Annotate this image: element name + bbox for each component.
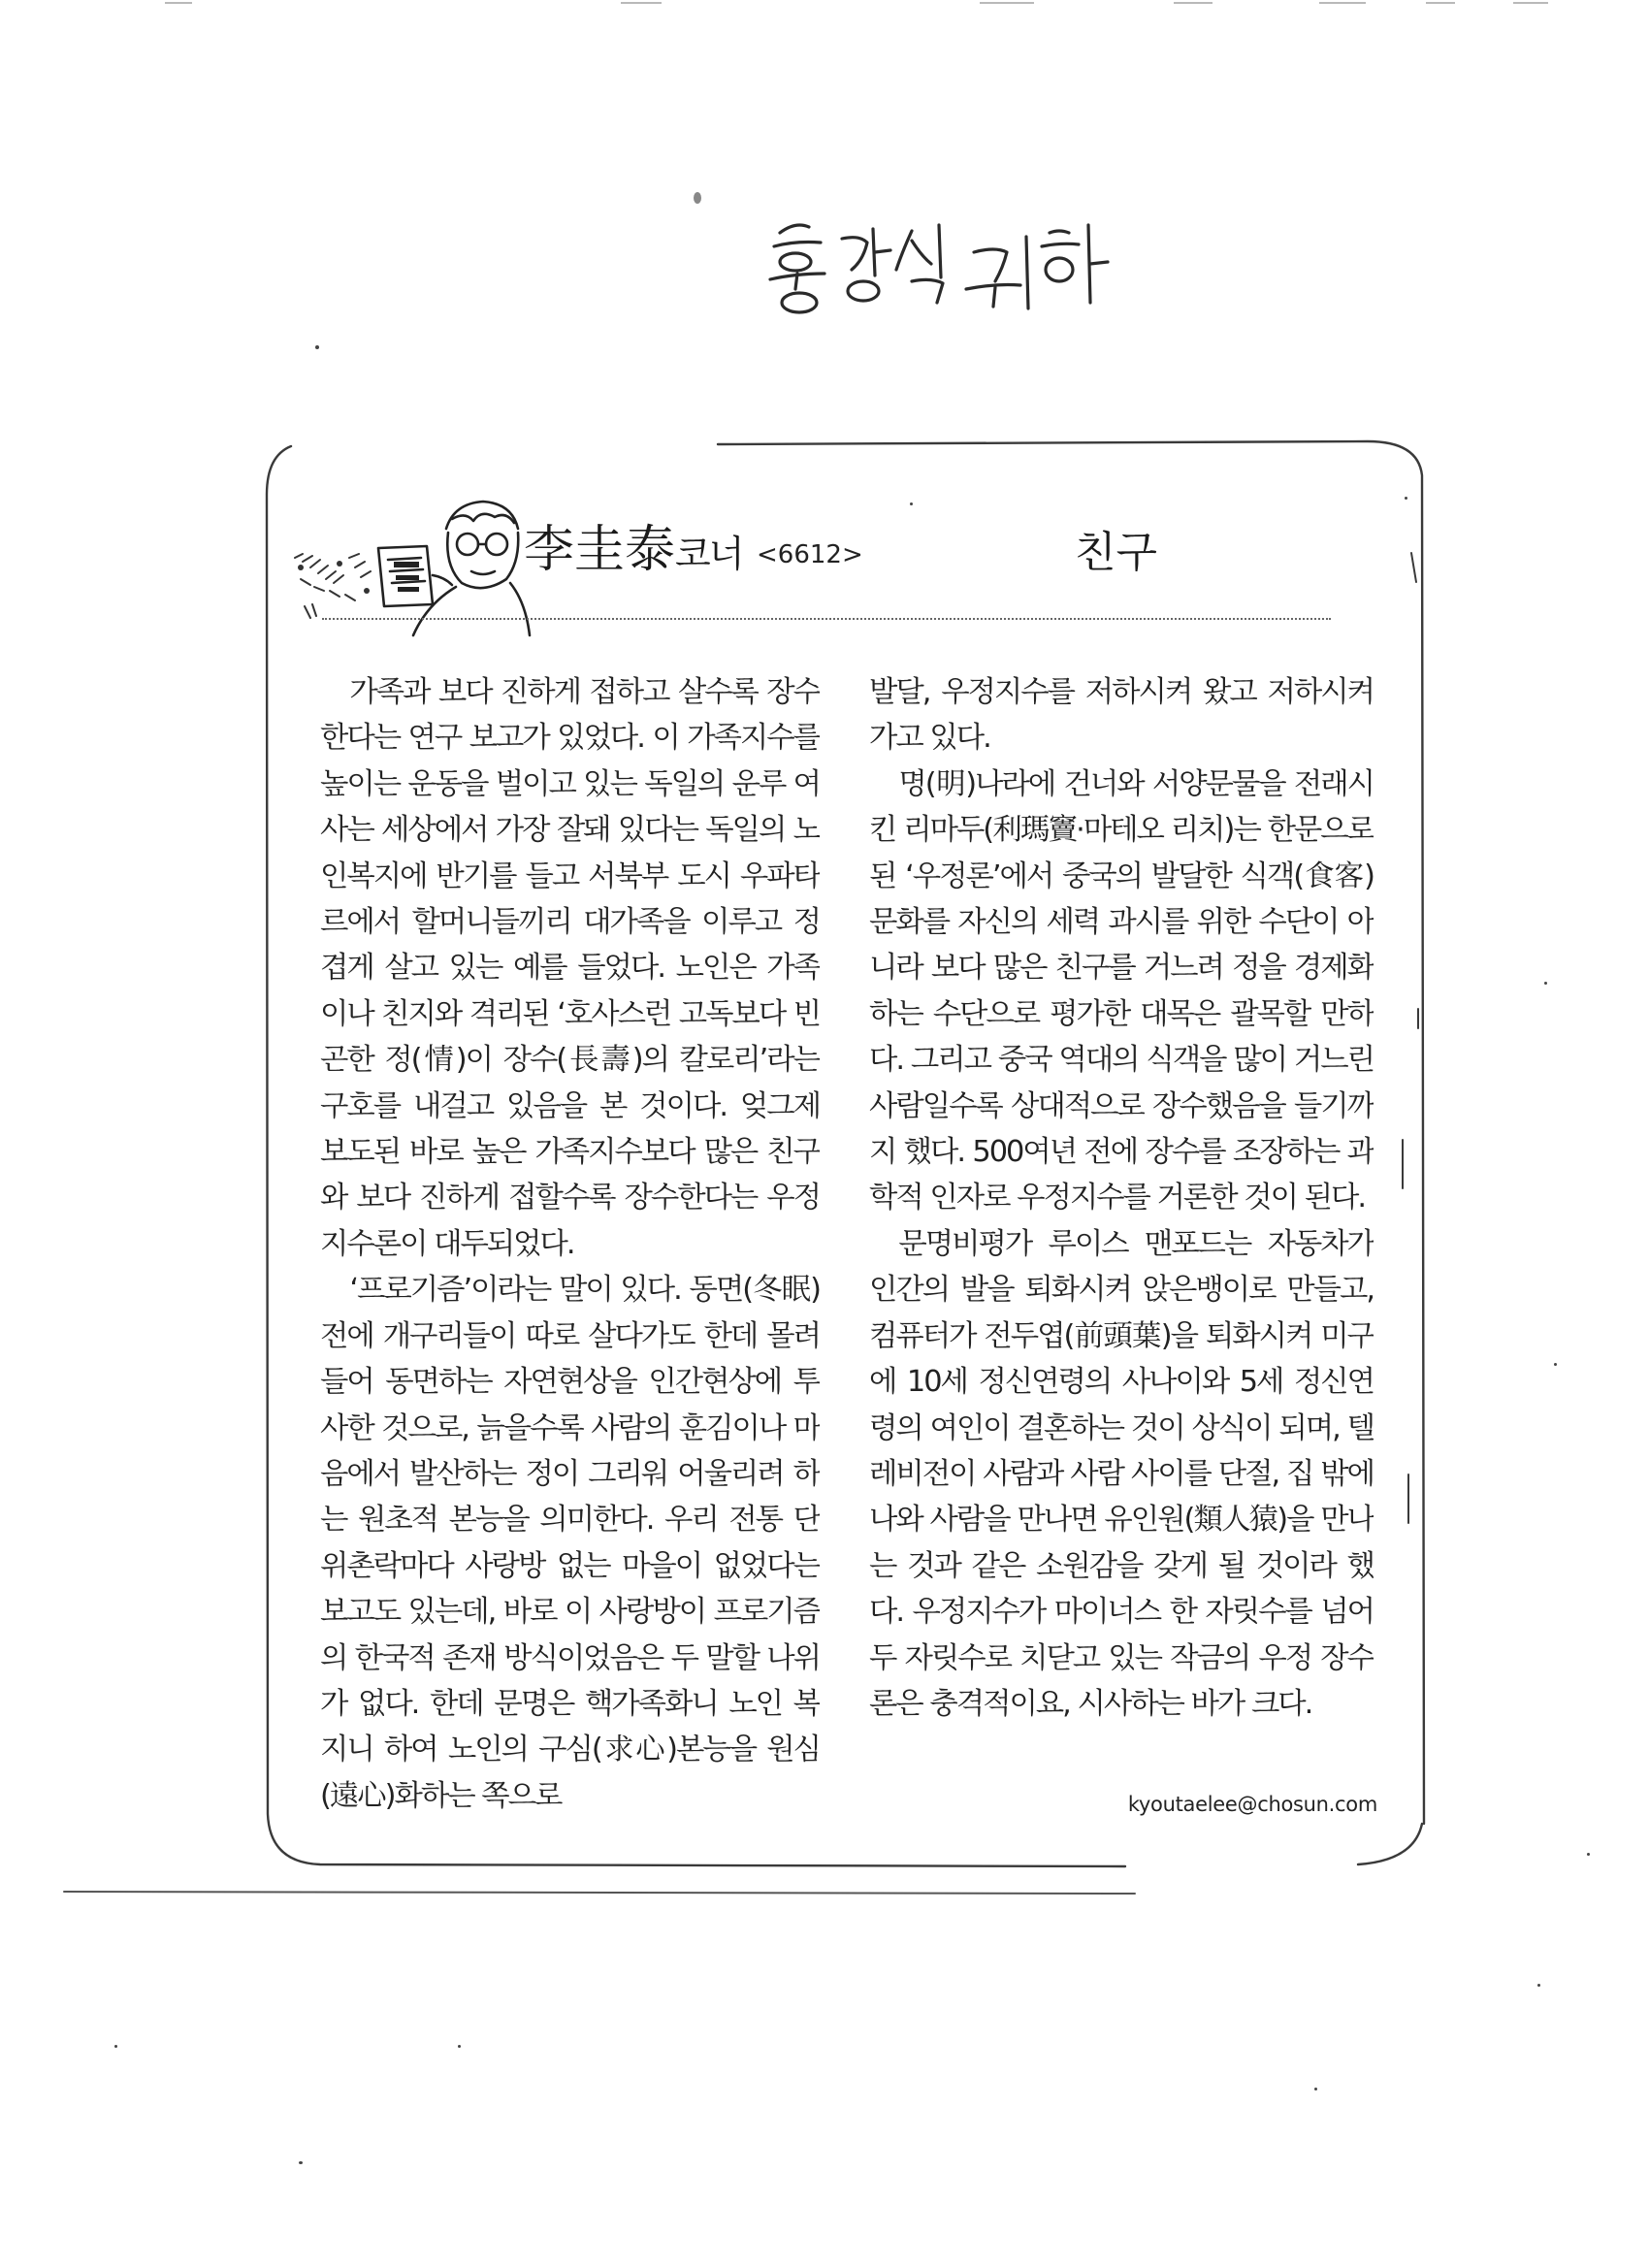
series-suffix: 코너 xyxy=(675,533,743,575)
scan-speck xyxy=(1405,497,1407,500)
header-divider xyxy=(322,618,1331,620)
scan-speck xyxy=(1537,1984,1540,1987)
column-text-right xyxy=(869,669,1374,1809)
scan-speck xyxy=(1554,1363,1557,1366)
columnist-cartoon-portrait xyxy=(281,490,534,645)
scan-speck xyxy=(315,345,319,349)
column-headline: 친구 xyxy=(1075,528,1158,577)
scan-edge-marks xyxy=(0,0,1649,8)
handwritten-note xyxy=(766,213,1116,320)
paragraph: 명(明)나라에 건너와 서양문물을 전래시킨 리마두(利瑪竇·마테오 리치)는 한문으로 된 ‘우정론’에서 중국의 발달한 식객(食客)문화를 자신의 세력 과시를 위한 수단이 아니라 보다 많은 친구를 거느려 정을 경제화하는 수단으로 평가한 대목은 괄목할 만하다. 그리고 중국 역대의 식객을 많이 거느린 사람일수록 상대적으로 장수했음을 들기까지 했다. 500여년 전에 장수를 조장하는 과학적 인자로 우정지수를 거론한 것이 된다. xyxy=(869,766,1374,1215)
paragraph: 발달, 우정지수를 저하시켜 왔고 저하시켜 가고 있다. xyxy=(869,675,1374,756)
scan-speck xyxy=(694,192,701,204)
scan-speck xyxy=(114,2045,117,2048)
issue-number: <6612> xyxy=(757,540,863,569)
paragraph: ‘프로기즘’이라는 말이 있다. 동면(冬眠) 전에 개구리들이 따로 살다가도 한데 몰려들어 동면하는 자연현상을 인간현상에 투사한 것으로, 늙을수록 사람의 훈김이나 마음에서 발산하는 정이 그리워 어울리려 하는 원초적 본능을 의미한다. 우리 전통 단위촌락마다 사랑방 없는 마을이 없었다는 보고도 있는데, 바로 이 사랑방이 프로기즘의 한국적 존재 방식이었음은 두 말할 나위가 없다. 한데 문명은 핵가족화니 노인 복지니 하여 노인의 구심(求心)본능을 원심(遠心)화하는 쪽으로 xyxy=(320,1273,820,1809)
scan-speck xyxy=(299,2161,303,2164)
author-email: kyoutaelee@chosun.com xyxy=(1127,1793,1377,1816)
column-series-title xyxy=(524,521,742,583)
column-text-left xyxy=(320,669,820,1809)
paragraph: 문명비평가 루이스 맨포드는 자동차가 인간의 발을 퇴화시켜 앉은뱅이로 만들고, 컴퓨터가 전두엽(前頭葉)을 퇴화시켜 미구에 10세 정신연령의 사나이와 5세 정신연령의 여인이 결혼하는 것이 상식이 되며, 텔레비전이 사람과 사람 사이를 단절, 집 밖에 나와 사람을 만나면 유인원(類人猿)을 만나는 것과 같은 소원감을 갖게 될 것이라 했다. 우정지수가 마이너스 한 자릿수를 넘어 두 자릿수로 치닫고 있는 작금의 우정 장수론은 충격적이요, 시사하는 바가 크다. xyxy=(869,1226,1374,1721)
scan-speck xyxy=(1544,982,1547,985)
paragraph: 가족과 보다 진하게 접하고 살수록 장수한다는 연구 보고가 있었다. 이 가족지수를 높이는 운동을 벌이고 있는 독일의 운루 여사는 세상에서 가장 잘돼 있다는 독일의 노인복지에 반기를 들고 서북부 도시 우파타르에서 할머니들끼리 대가족을 이루고 정겹게 살고 있는 예를 들었다. 노인은 가족이나 친지와 격리된 ‘호사스런 고독보다 빈곤한 정(情)이 장수(長壽)의 칼로리’라는 구호를 내걸고 있음을 본 것이다. 엊그제 보도된 바로 높은 가족지수보다 많은 친구와 보다 진하게 접할수록 장수한다는 우정지수론이 대두되었다. xyxy=(320,675,820,1261)
scan-speck xyxy=(1587,1853,1590,1856)
scan-speck xyxy=(910,502,913,505)
series-name: 李圭泰 xyxy=(524,521,676,579)
scan-speck xyxy=(1314,2088,1317,2090)
scan-speck xyxy=(458,2045,461,2048)
